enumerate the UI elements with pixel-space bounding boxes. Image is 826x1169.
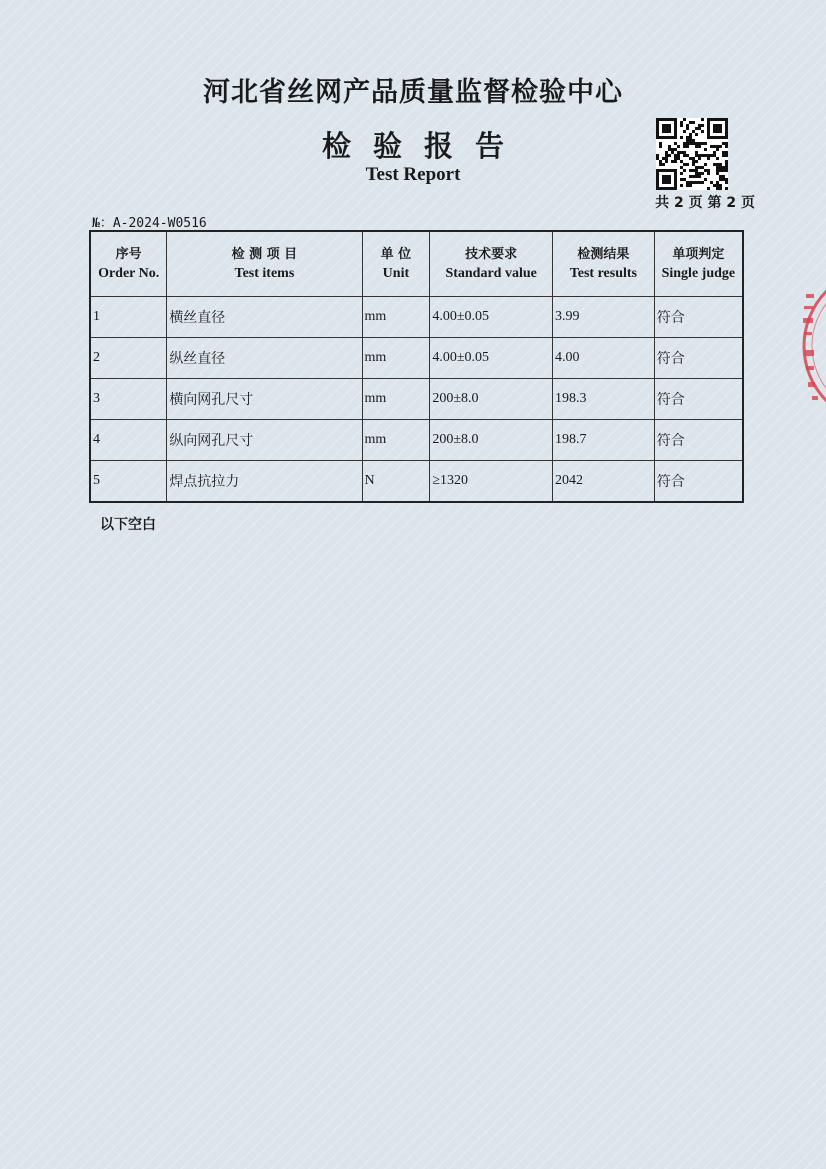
report-title-cn: 检验报告	[321, 129, 526, 163]
red-seal-icon	[792, 266, 826, 426]
header-test-results: 检测结果 Test results	[553, 231, 655, 297]
cell-order-no: 3	[90, 379, 167, 420]
cell-standard-value: 200±8.0	[430, 379, 553, 420]
cell-order-no: 5	[90, 461, 167, 503]
cell-test-result: 2042	[553, 461, 655, 503]
organization-title: 河北省丝网产品质量监督检验中心	[203, 77, 623, 108]
header-test-items: 检 测 项 目 Test items	[167, 231, 362, 297]
cell-judge: 符合	[654, 461, 743, 503]
table-header-row	[90, 231, 743, 297]
cell-standard-value: ≥1320	[430, 461, 553, 503]
cell-test-result: 198.3	[553, 379, 655, 420]
results-table	[89, 230, 744, 503]
table-row	[90, 379, 743, 420]
header-unit: 单 位 Unit	[362, 231, 430, 297]
header-standard-value: 技术要求 Standard value	[430, 231, 553, 297]
cell-test-item: 纵丝直径	[167, 338, 362, 379]
table-row	[90, 461, 743, 503]
cell-test-item: 横向网孔尺寸	[167, 379, 362, 420]
header-order-no: 序号 Order No.	[90, 231, 167, 297]
header-single-judge: 单项判定 Single judge	[654, 231, 743, 297]
cell-order-no: 4	[90, 420, 167, 461]
cell-test-result: 4.00	[553, 338, 655, 379]
cell-unit: mm	[362, 297, 430, 338]
cell-judge: 符合	[654, 420, 743, 461]
cell-standard-value: 4.00±0.05	[430, 338, 553, 379]
cell-test-result: 198.7	[553, 420, 655, 461]
cell-test-item: 横丝直径	[167, 297, 362, 338]
report-number: №：A-2024-W0516	[92, 216, 207, 231]
cell-standard-value: 4.00±0.05	[430, 297, 553, 338]
report-title-en: Test Report	[365, 164, 461, 185]
cell-order-no: 2	[90, 338, 167, 379]
blank-below-note: 以下空白	[100, 517, 156, 533]
cell-test-result: 3.99	[553, 297, 655, 338]
cell-order-no: 1	[90, 297, 167, 338]
cell-unit: N	[362, 461, 430, 503]
qr-code-icon	[656, 118, 728, 190]
cell-unit: mm	[362, 338, 430, 379]
cell-judge: 符合	[654, 297, 743, 338]
table-row	[90, 297, 743, 338]
cell-standard-value: 200±8.0	[430, 420, 553, 461]
cell-unit: mm	[362, 379, 430, 420]
page-count: 共 2 页 第 2 页	[655, 195, 755, 211]
cell-test-item: 纵向网孔尺寸	[167, 420, 362, 461]
table-row	[90, 338, 743, 379]
cell-judge: 符合	[654, 379, 743, 420]
cell-test-item: 焊点抗拉力	[167, 461, 362, 503]
table-row	[90, 420, 743, 461]
cell-judge: 符合	[654, 338, 743, 379]
cell-unit: mm	[362, 420, 430, 461]
